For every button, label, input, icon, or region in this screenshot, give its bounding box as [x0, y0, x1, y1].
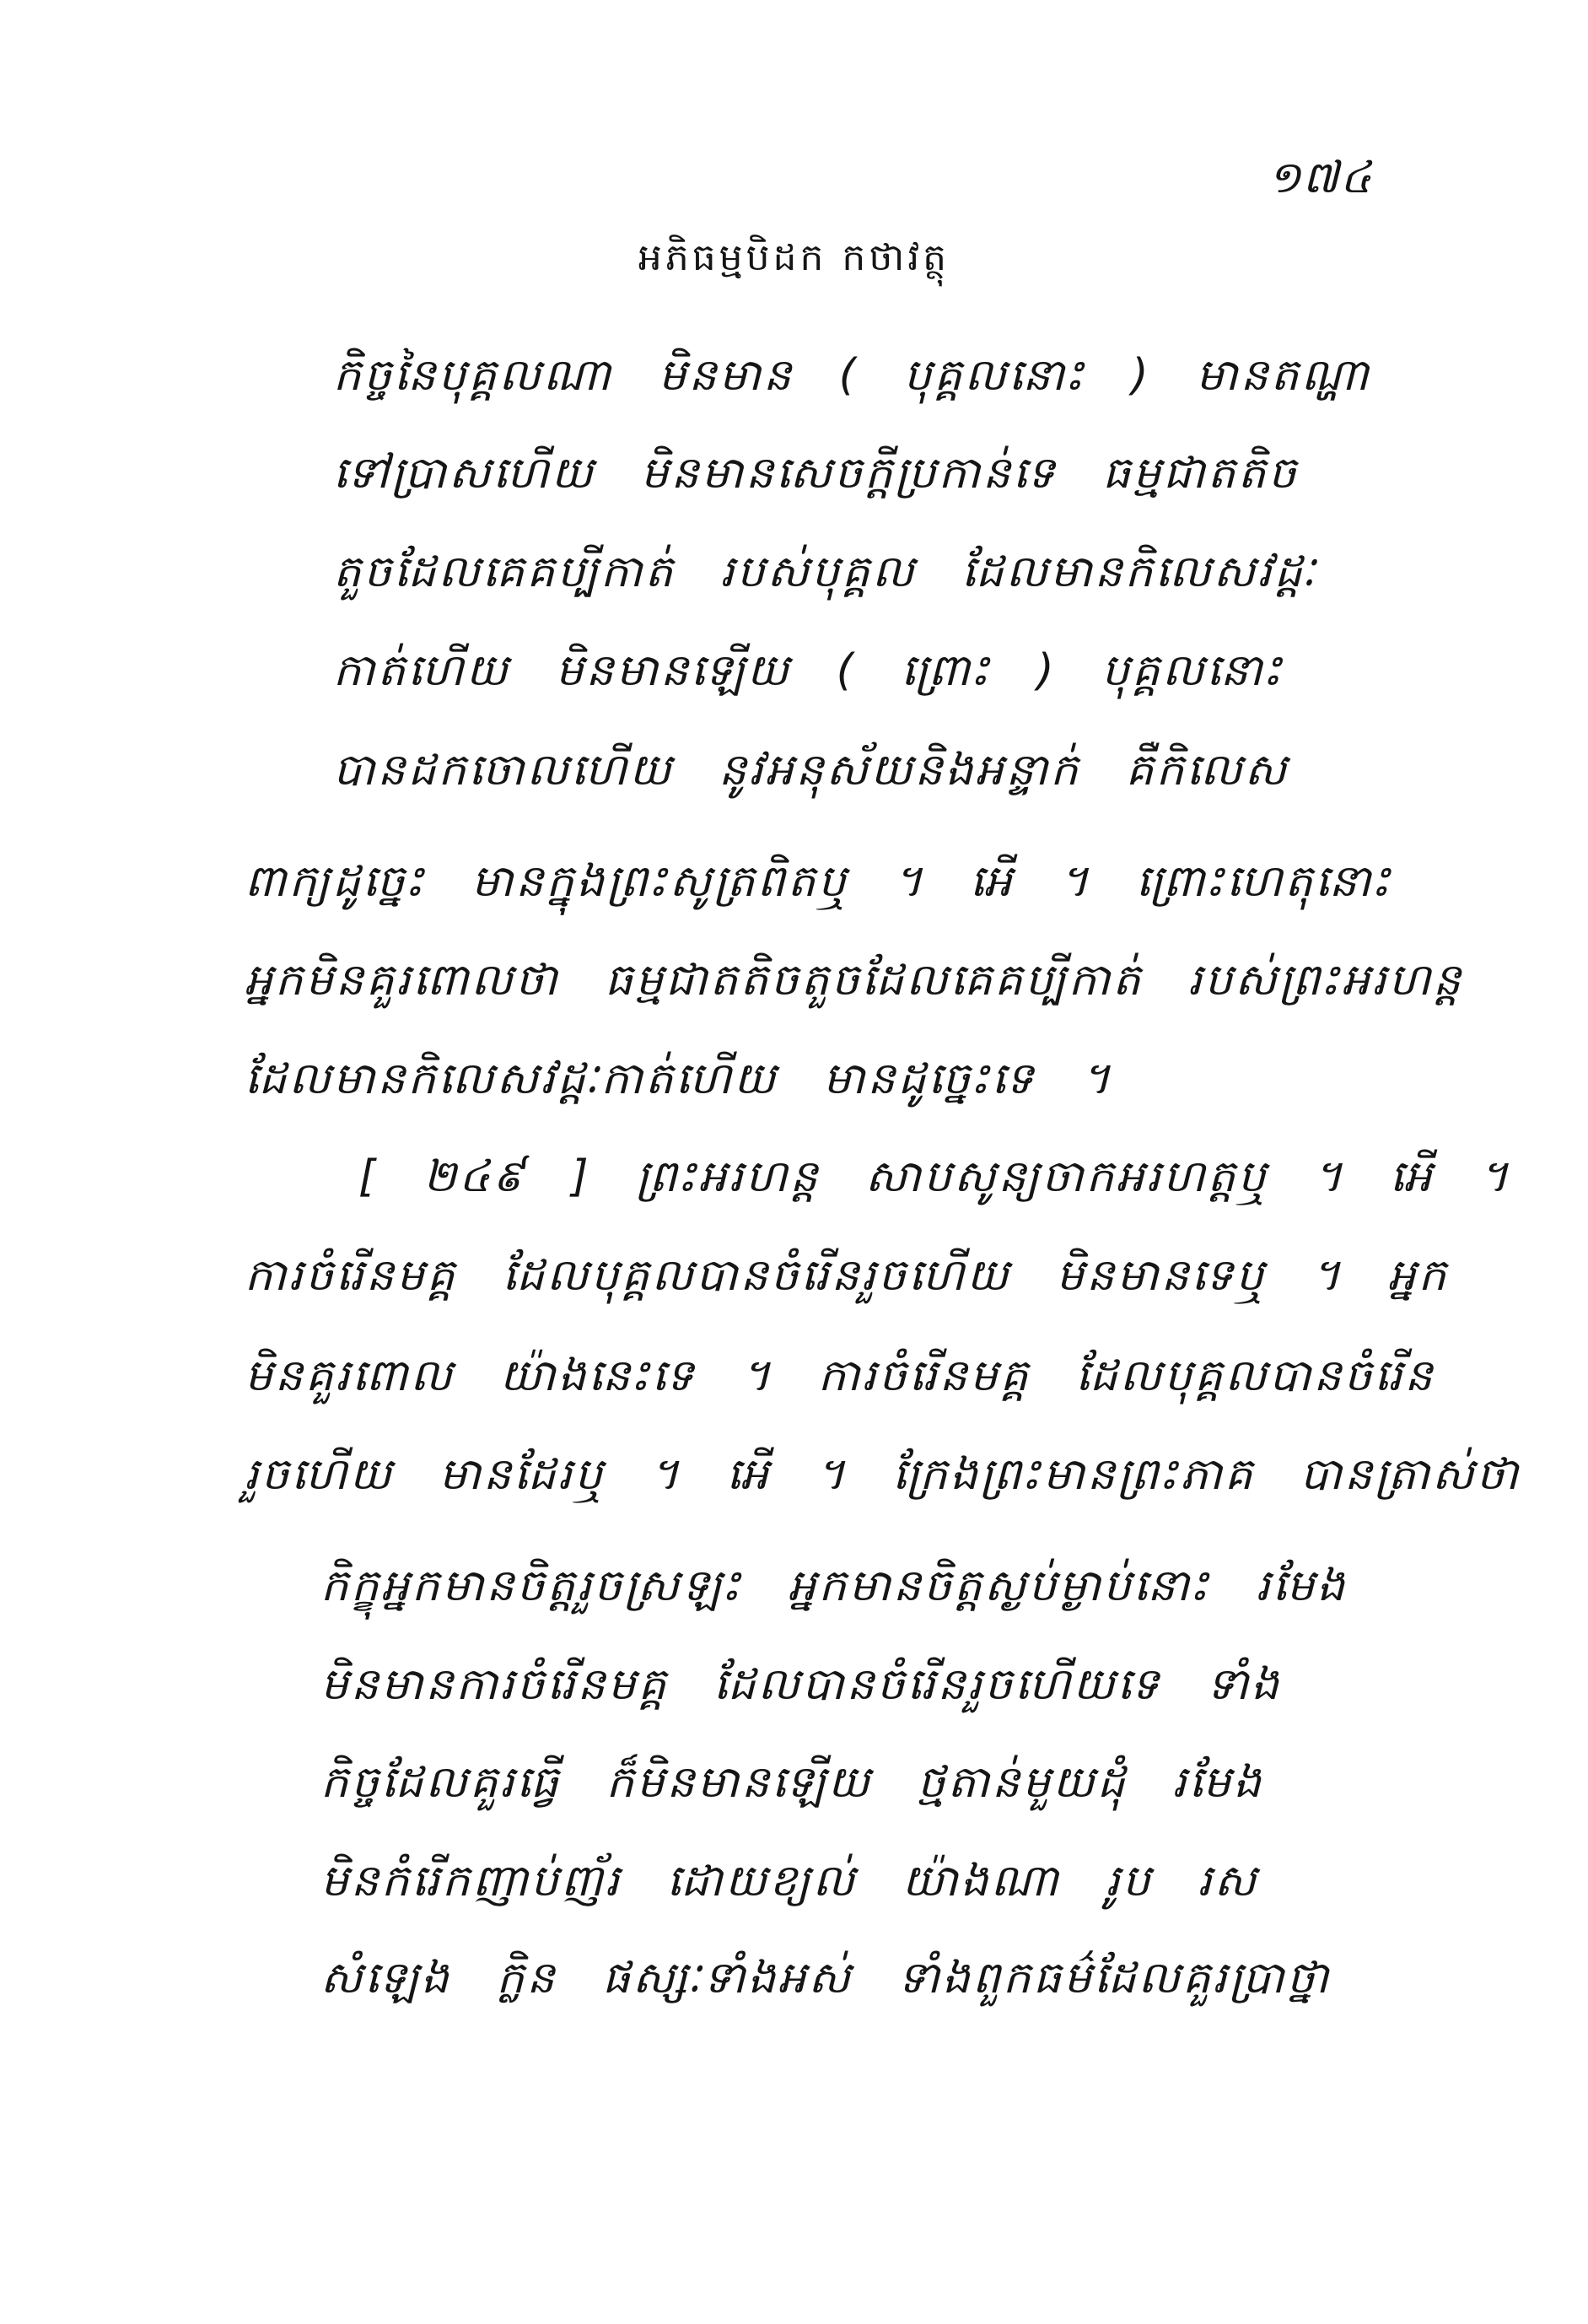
verse-line: កាត់ហើយ មិនមានឡើយ ( ព្រោះ ) បុគ្គលនោះ — [333, 645, 1284, 696]
verse-line: កិក្ខុអ្នកមានចិត្តរួចស្រឡះ អ្នកមានចិត្តស្ងប់ម្ងាប់នោះ រមែង — [320, 1561, 1348, 1611]
prose-line: ដែលមានកិលេសវដ្តៈកាត់ហើយ មានដូច្នេះទេ ។ — [245, 1054, 1113, 1104]
verse-line: តួចដែលគេគប្បីកាត់ របស់បុគ្គល ដែលមានកិលេសវដ្តៈ — [333, 547, 1318, 597]
verse-line: ទៅប្រាសហើយ មិនមានសេចក្តីប្រកាន់ទេ ធម្មជាតតិច — [333, 448, 1299, 499]
verse-line: កិច្ចដែលគួរធ្វើ ក៏មិនមានឡើយ ថ្មតាន់មួយដុំ រមែង — [320, 1757, 1264, 1808]
verse-line: កិច្ចនៃបុគ្គលណា មិនមាន ( បុគ្គលនោះ ) មានតណ្ហា — [333, 350, 1371, 401]
prose-line: ពាក្យដូច្នេះ មានក្នុងព្រះសូត្រពិតឬ ។ អើ ។ ព្រោះហេតុនោះ — [245, 856, 1393, 907]
prose-line: ការចំរើនមគ្គ ដែលបុគ្គលបានចំរើនរួចហើយ មិនមានទេឬ ។ អ្នក — [245, 1250, 1449, 1301]
running-header: អភិធម្មបិដក កថាវត្ថុ — [638, 236, 950, 279]
verse-line: មិនមានការចំរើនមគ្គ ដែលបានចំរើនរួចហើយទេ ទាំង — [320, 1659, 1282, 1710]
prose-line: អ្នកមិនគួរពោលថា ធម្មជាតតិចតួចដែលគេគប្បីកាត់ របស់ព្រះអរហន្ត — [245, 955, 1464, 1006]
page-number: ១៧៤ — [1268, 153, 1373, 203]
verse-line: មិនកំរើកញាប់ញ័រ ដោយខ្យល់ យ៉ាងណា រូប រស — [320, 1856, 1259, 1906]
verse-line: សំឡេង ក្លិន ផស្សៈទាំងអស់ ទាំងពួកធម៌ដែលគួរប្រាថ្នា — [320, 1953, 1332, 2003]
prose-line: មិនគួរពោល យ៉ាងនេះទេ ។ ការចំរើនមគ្គ ដែលបុគ្គលបានចំរើន — [245, 1351, 1435, 1401]
verse-line: បានដកចោលហើយ នូវអនុស័យនិងអន្ទាក់ គឺកិលេស — [333, 745, 1289, 795]
paragraph-number-line: [ ២៤៩ ] ព្រះអរហន្ត សាបសូន្យចាកអរហត្តឬ ។ អើ ។ — [358, 1151, 1511, 1202]
prose-line: រួចហើយ មានដែរឬ ។ អើ ។ ក្រែងព្រះមានព្រះភាគ បានត្រាស់ថា — [245, 1449, 1521, 1500]
